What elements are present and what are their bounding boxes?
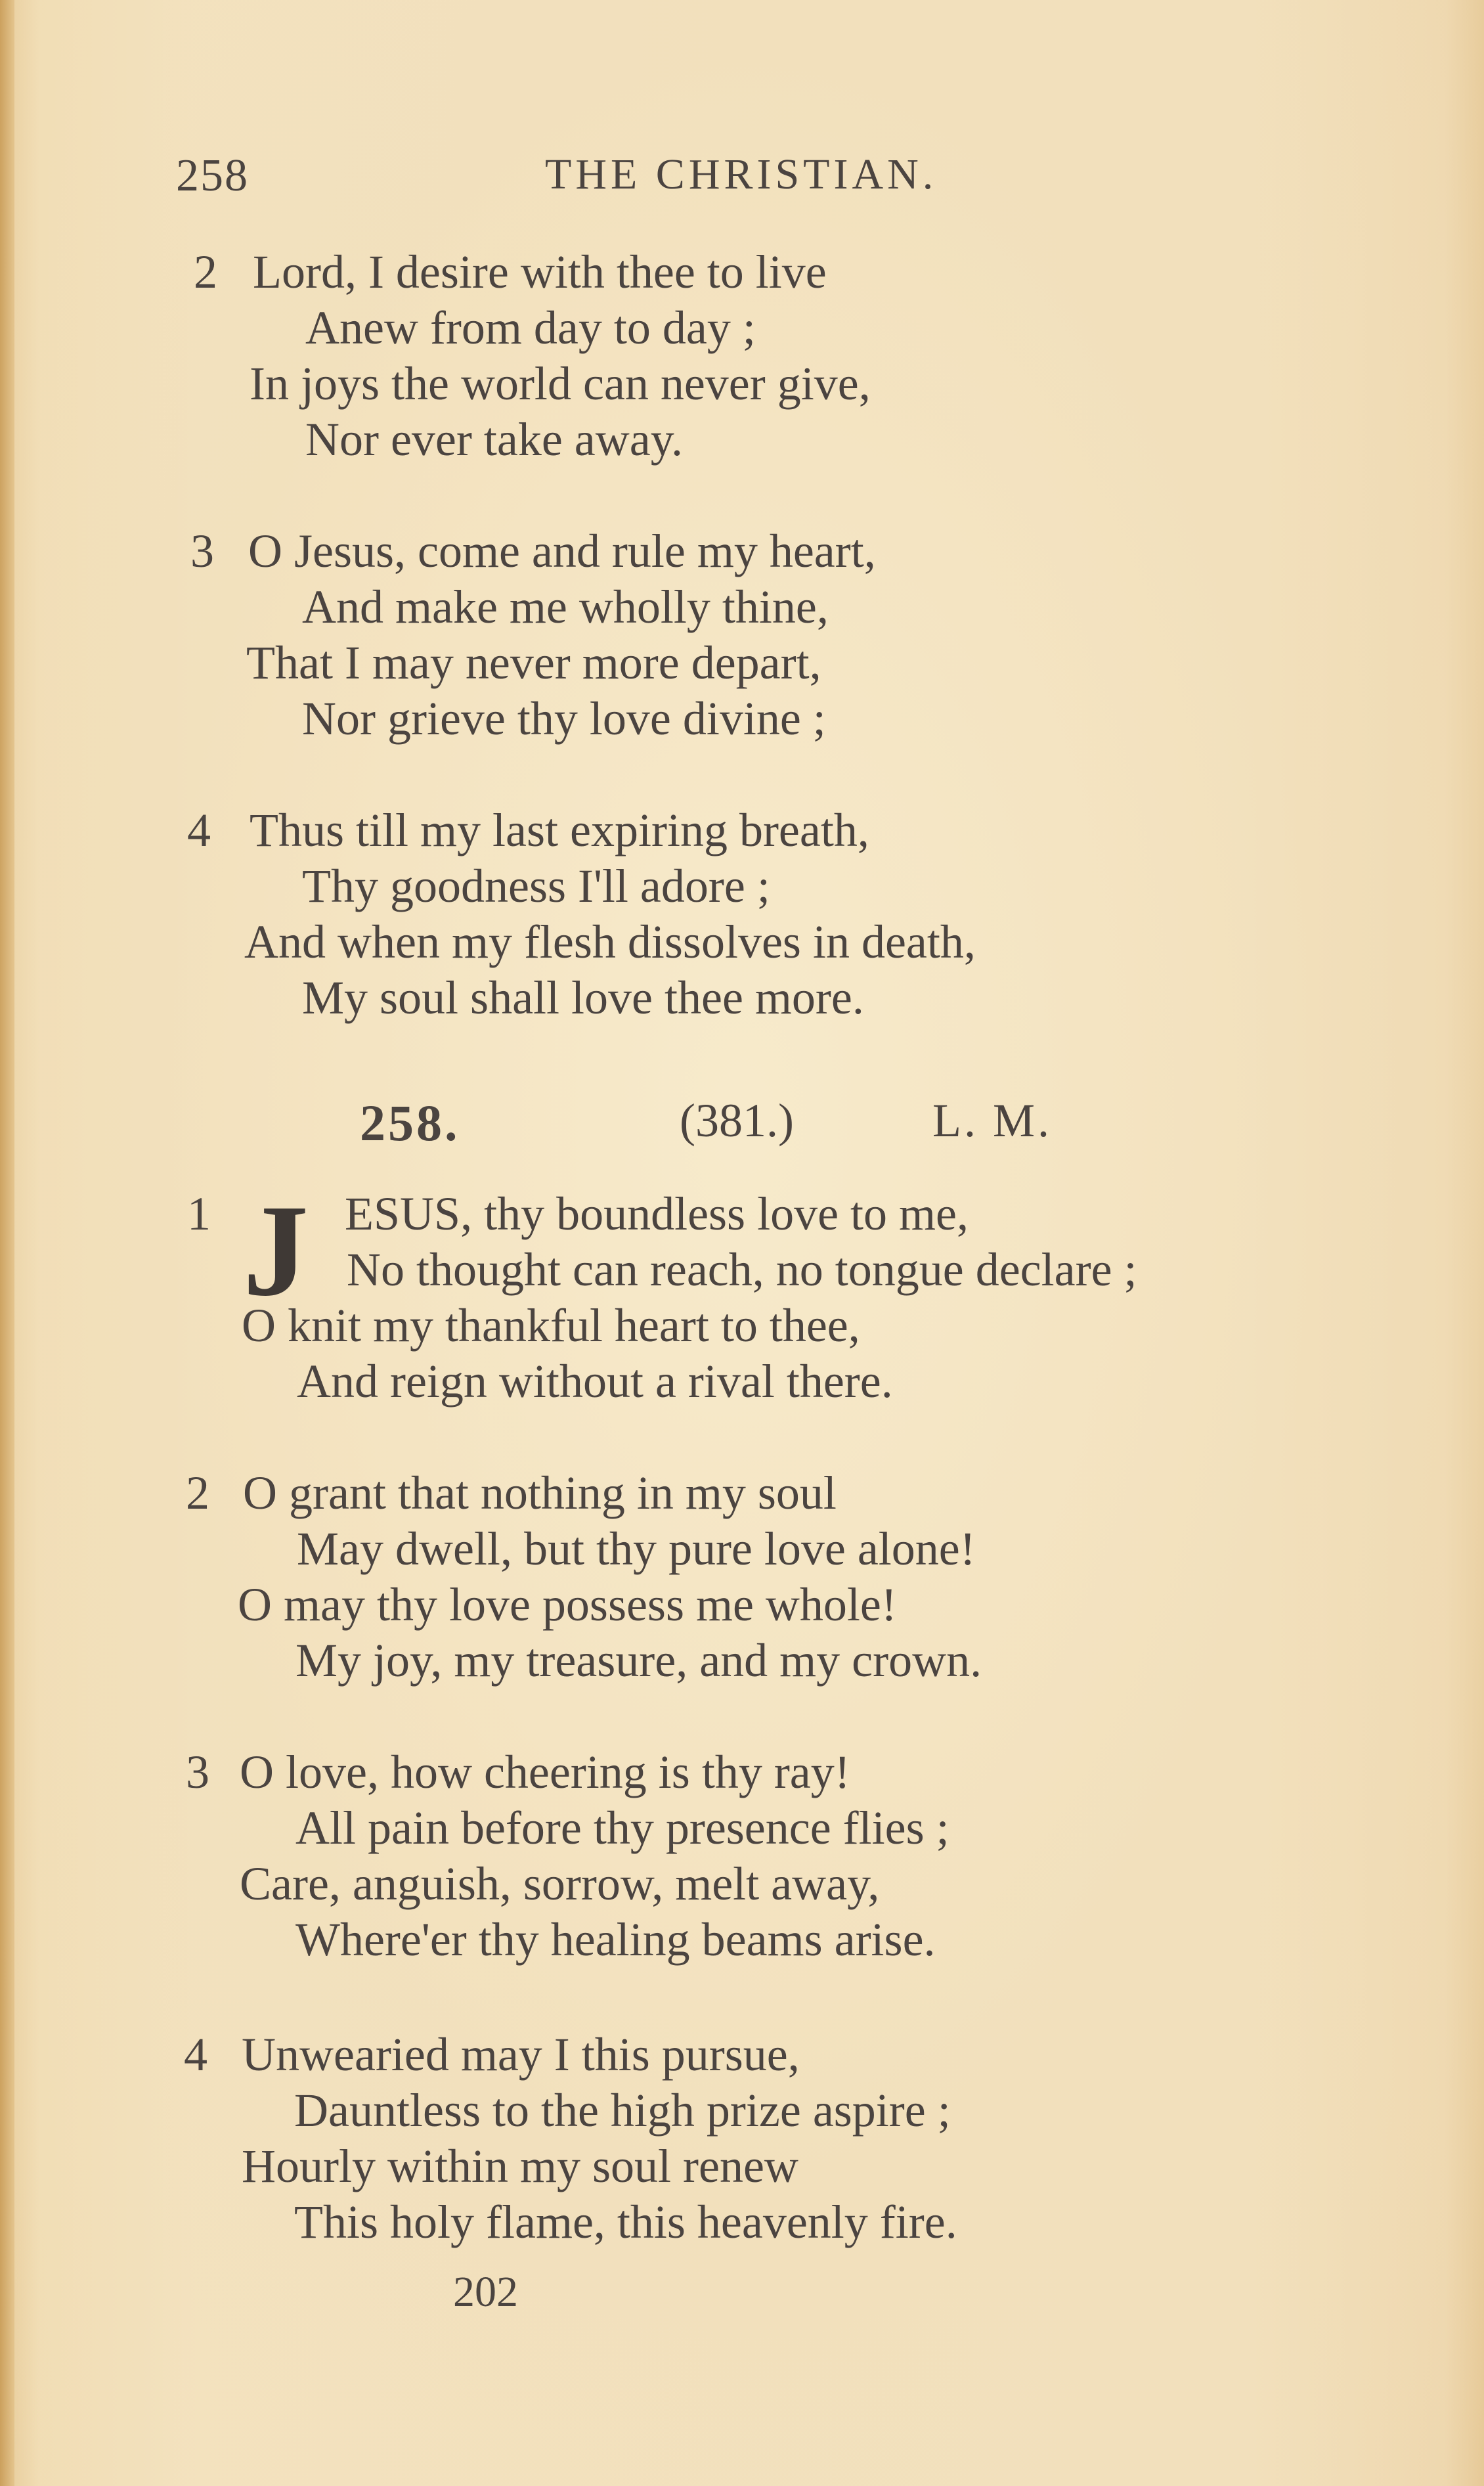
hymn-header — [0, 1094, 1484, 1159]
drop-cap: J — [243, 1178, 309, 1323]
verse-number: 2 — [186, 1467, 209, 1519]
verse-line: O may thy love possess me whole! — [238, 1578, 897, 1631]
page-number: 258 — [176, 150, 249, 201]
verse-line: Hourly within my soul renew — [242, 2140, 798, 2192]
verse-line: ESUS, thy boundless love to me, — [345, 1188, 969, 1240]
running-head — [0, 150, 1484, 222]
verse-line: Unwearied may I this pursue, — [242, 2028, 800, 2081]
verse-line: In joys the world can never give, — [250, 357, 871, 410]
verse-line: Lord, I desire with thee to live — [253, 246, 827, 298]
verse-number: 4 — [187, 804, 211, 856]
verse-line: Thus till my last expiring breath, — [250, 804, 869, 856]
verse-line: O knit my thankful heart to thee, — [242, 1299, 860, 1352]
verse-line: Anew from day to day ; — [305, 301, 756, 354]
verse-line: All pain before thy presence flies ; — [295, 1802, 949, 1854]
hymn-number: 258. — [360, 1094, 460, 1151]
verse-line: And make me wholly thine, — [302, 581, 829, 633]
verse-number: 4 — [184, 2028, 207, 2081]
verse-line: O love, how cheering is thy ray! — [240, 1746, 850, 1798]
verse-line: Care, anguish, sorrow, melt away, — [240, 1857, 880, 1910]
verse-line: This holy flame, this heavenly fire. — [294, 2196, 957, 2248]
verse-line: And reign without a rival there. — [297, 1355, 893, 1408]
running-title: THE CHRISTIAN. — [545, 150, 938, 198]
verse-number: 3 — [190, 525, 214, 577]
signature-mark: 202 — [453, 2268, 518, 2316]
verse-line: And when my flesh dissolves in death, — [244, 916, 976, 968]
verse-line: Nor ever take away. — [305, 413, 684, 466]
page-edge-shadow — [0, 0, 14, 2486]
verse-number: 1 — [187, 1188, 211, 1240]
verse-line: No thought can reach, no tongue declare ; — [347, 1243, 1137, 1296]
hymn-reference: (381.) — [680, 1094, 794, 1147]
verse-line: O grant that nothing in my soul — [243, 1467, 837, 1519]
verse-line: O Jesus, come and rule my heart, — [248, 525, 876, 577]
verse-line: My joy, my treasure, and my crown. — [295, 1634, 982, 1687]
verse-line: That I may never more depart, — [246, 636, 821, 689]
verse-line: My soul shall love thee more. — [302, 971, 864, 1024]
verse-line: May dwell, but thy pure love alone! — [297, 1522, 976, 1575]
verse-number: 3 — [186, 1746, 209, 1798]
verse-line: Thy goodness I'll adore ; — [302, 860, 770, 912]
hymn-meter: L. M. — [932, 1094, 1052, 1147]
verse-line: Dauntless to the high prize aspire ; — [294, 2084, 951, 2137]
verse-number: 2 — [194, 246, 217, 298]
verse-line: Where'er thy healing beams arise. — [295, 1913, 936, 1966]
verse-line: Nor grieve thy love divine ; — [302, 692, 826, 745]
